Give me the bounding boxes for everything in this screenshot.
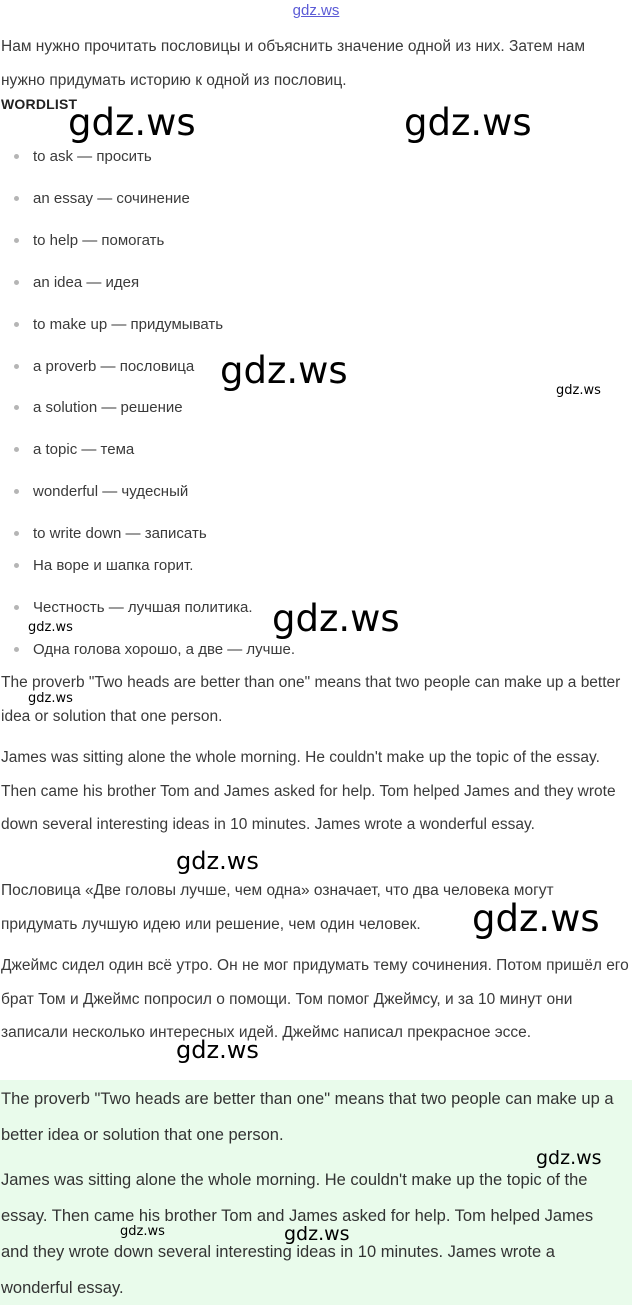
english-meaning-paragraph: The proverb "Two heads are better than one" means that two people can make up a better idea or solution that one person. xyxy=(1,674,621,725)
wordlist-item-text: На воре и шапка горит. xyxy=(33,557,194,574)
watermark: gdz.ws xyxy=(284,1223,350,1245)
russian-meaning-paragraph: Пословица «Две головы лучше, чем одна» означает, что два человека могут придумать лучшую идею или решение, чем один человек. xyxy=(1,882,554,933)
wordlist-item xyxy=(14,398,183,418)
watermark: gdz.ws xyxy=(536,1147,602,1169)
wordlist-item-text: a topic — тема xyxy=(33,441,135,458)
wordlist-item-text: to write down — записать xyxy=(33,525,207,542)
wordlist-item xyxy=(14,640,295,660)
wordlist-item xyxy=(14,524,207,544)
watermark: gdz.ws xyxy=(272,597,400,640)
site-link[interactable]: gdz.ws xyxy=(292,2,340,19)
wordlist-item xyxy=(14,315,223,335)
bullet-icon xyxy=(14,154,19,159)
bullet-icon xyxy=(14,238,19,243)
watermark: gdz.ws xyxy=(176,1036,259,1064)
wordlist-item xyxy=(14,556,193,576)
wordlist-item xyxy=(14,598,253,618)
wordlist-item-text: a solution — решение xyxy=(33,399,183,416)
watermark: gdz.ws xyxy=(472,897,600,940)
wordlist-item-text: a proverb — пословица xyxy=(33,358,195,375)
wordlist-item-text: to help — помогать xyxy=(33,232,165,249)
watermark: gdz.ws xyxy=(176,847,259,875)
watermark: gdz.ws xyxy=(404,101,532,144)
wordlist-heading: WORDLIST xyxy=(1,96,78,112)
wordlist-item xyxy=(14,147,152,167)
bullet-icon xyxy=(14,447,19,452)
wordlist-item xyxy=(14,440,134,460)
english-story-paragraph: James was sitting alone the whole morning. He couldn't make up the topic of the essay. Then came his brother Tom and James asked for help. Tom helped James and they wrote down several interesting ideas in 10 minutes. James wrote a wonderful essay. xyxy=(1,749,616,833)
bullet-icon xyxy=(14,531,19,536)
watermark: gdz.ws xyxy=(68,101,196,144)
wordlist-item-text: an essay — сочинение xyxy=(33,190,190,207)
wordlist-item-text: to ask — просить xyxy=(33,148,152,165)
watermark: gdz.ws xyxy=(220,349,348,392)
wordlist-item-text: wonderful — чудесный xyxy=(33,483,189,500)
watermark: gdz.ws xyxy=(28,691,73,706)
highlighted-story-paragraph: James was sitting alone the whole morning. He couldn't make up the topic of the essay. Then came his brother Tom and James asked for help. Tom helped James and they wrote down several interesting ideas in 10 minutes. James wrote a wonderful essay. xyxy=(1,1171,594,1297)
wordlist-item xyxy=(14,357,194,377)
watermark: gdz.ws xyxy=(556,383,601,398)
wordlist-item-text: an idea — идея xyxy=(33,274,140,291)
wordlist-item-text: Честность — лучшая политика. xyxy=(33,599,253,616)
watermark: gdz.ws xyxy=(120,1224,165,1239)
bullet-icon xyxy=(14,364,19,369)
wordlist-item xyxy=(14,273,139,293)
intro-paragraph: Нам нужно прочитать пословицы и объяснить значение одной из них. Затем нам нужно придумать историю к одной из пословиц. xyxy=(1,38,586,89)
wordlist-item-text: to make up — придумывать xyxy=(33,316,224,333)
watermark: gdz.ws xyxy=(28,620,73,635)
highlighted-meaning-paragraph: The proverb "Two heads are better than one" means that two people can make up a better idea or solution that one person. xyxy=(1,1090,614,1144)
bullet-icon xyxy=(14,647,19,652)
bullet-icon xyxy=(14,280,19,285)
bullet-icon xyxy=(14,405,19,410)
russian-story-paragraph: Джеймс сидел один всё утро. Он не мог придумать тему сочинения. Потом пришёл его брат Том и Джеймс попросил о помощи. Том помог Джеймсу, и за 10 минут они записали несколько интересных идей. Джеймс написал прекрасное эссе. xyxy=(1,957,629,1041)
bullet-icon xyxy=(14,196,19,201)
bullet-icon xyxy=(14,322,19,327)
bullet-icon xyxy=(14,489,19,494)
bullet-icon xyxy=(14,563,19,568)
wordlist-item xyxy=(14,482,188,502)
bullet-icon xyxy=(14,605,19,610)
wordlist-item xyxy=(14,231,164,251)
wordlist-item xyxy=(14,189,190,209)
wordlist-item-text: Одна голова хорошо, а две — лучше. xyxy=(33,641,296,658)
